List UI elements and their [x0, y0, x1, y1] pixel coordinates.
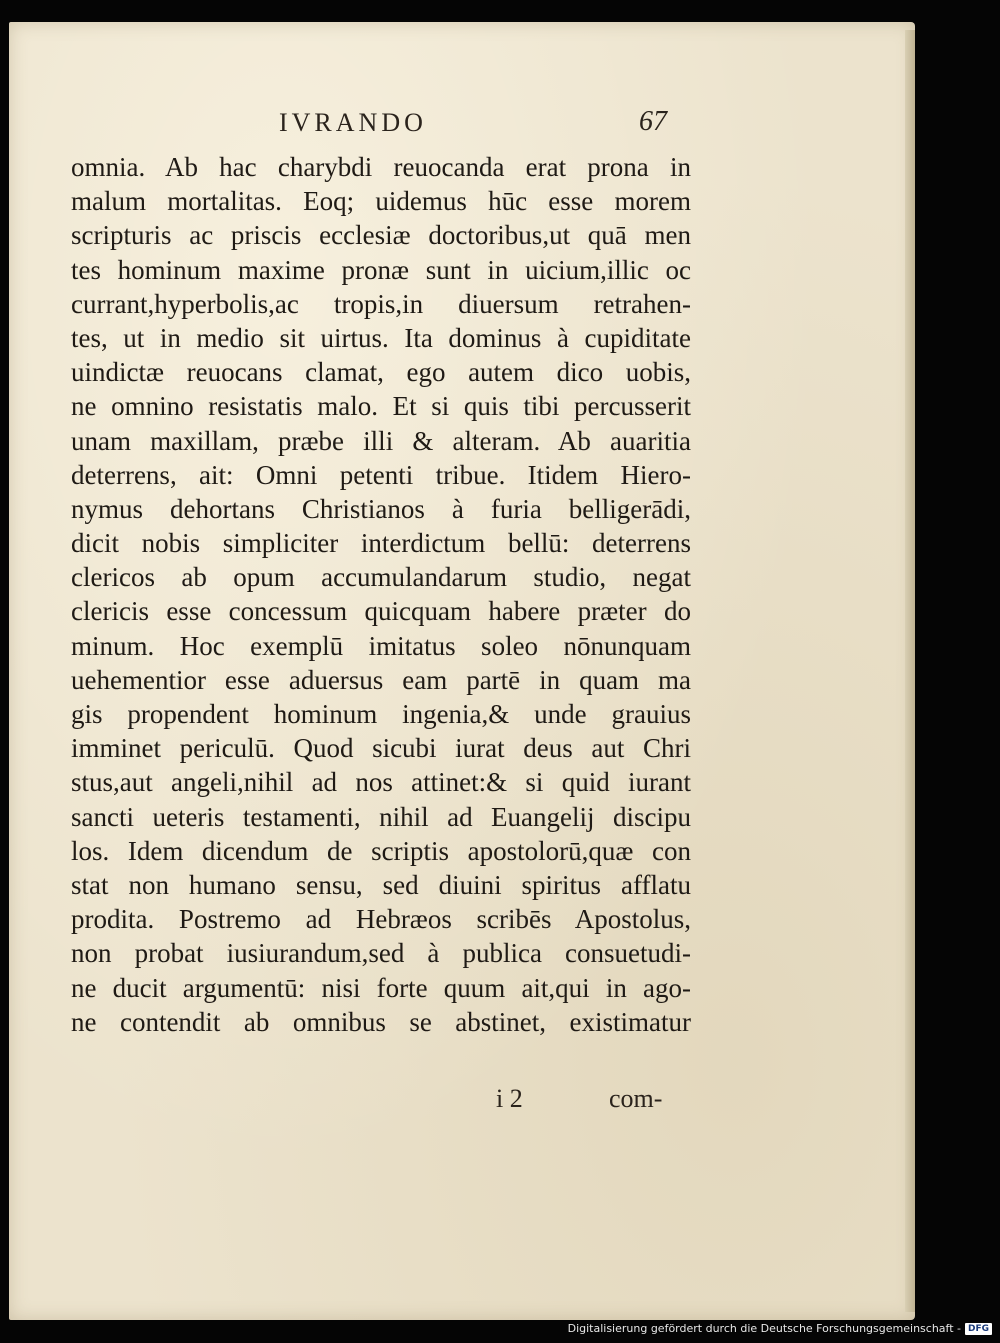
text-line: ne ducit argumentū: nisi forte quum ait,qui in ago-: [71, 972, 691, 1003]
credit-text: Digitalisierung gefördert durch die Deutsche Forschungsgemeinschaft -: [567, 1322, 961, 1335]
text-line: prodita. Postremo ad Hebræos scribēs Apostolus,: [71, 904, 691, 935]
text-line: scripturis ac priscis ecclesiæ doctoribus,ut quā men: [71, 220, 691, 251]
text-line: ne omnino resistatis malo. Et si quis tibi percusserit: [71, 391, 691, 422]
book-page: [9, 22, 915, 1320]
text-line: omnia. Ab hac charybdi reuocanda erat prona in: [71, 152, 691, 182]
dfg-logo: DFG: [965, 1323, 992, 1335]
text-line: ne contendit ab omnibus se abstinet, existimatur: [71, 1006, 691, 1037]
text-line: malum mortalitas. Eoq; uidemus hūc esse morem: [71, 186, 691, 217]
text-block: [71, 150, 691, 1039]
text-line: imminet periculū. Quod sicubi iurat deus aut Chri: [71, 733, 691, 764]
text-line: los. Idem dicendum de scriptis apostolorū,quæ con: [71, 835, 691, 866]
text-line: nymus dehortans Christianos à furia belligerādi,: [71, 493, 691, 524]
text-line: unam maxillam, præbe illi & alteram. Ab auaritia: [71, 425, 691, 456]
text-line: clericos ab opum accumulandarum studio, negat: [71, 562, 691, 593]
page-edge: [905, 30, 915, 1312]
text-line: clericis esse concessum quicquam habere præter do: [71, 596, 691, 627]
text-line: stat non humano sensu, sed diuini spiritus afflatu: [71, 869, 691, 900]
text-line: currant,hyperbolis,ac tropis,in diuersum retrahen-: [71, 288, 691, 319]
text-line: uehementior esse aduersus eam partē in quam ma: [71, 664, 691, 695]
text-line: uindictæ reuocans clamat, ego autem dico uobis,: [71, 357, 691, 388]
running-head: IVRANDO: [279, 108, 427, 137]
text-line: tes, ut in medio sit uirtus. Ita dominus à cupiditate: [71, 322, 691, 353]
text-line: minum. Hoc exemplū imitatus soleo nōnunquam: [71, 630, 691, 661]
text-line: sancti ueteris testamenti, nihil ad Euangelij discipu: [71, 801, 691, 832]
page-number: 67: [639, 106, 667, 137]
text-line: tes hominum maxime pronæ sunt in uicium,illic oc: [71, 254, 691, 285]
text-line: gis propendent hominum ingenia,& unde grauius: [71, 699, 691, 729]
text-line: deterrens, ait: Omni petenti tribue. Itidem Hiero-: [71, 459, 691, 490]
text-line: stus,aut angeli,nihil ad nos attinet:& si quid iurant: [71, 767, 691, 798]
digitization-credit: [568, 1322, 992, 1335]
signature-mark: i 2: [496, 1084, 523, 1113]
text-line: non probat iusiurandum,sed à publica consuetudi-: [71, 938, 691, 969]
catchword: com-: [609, 1084, 663, 1113]
text-line: dicit nobis simpliciter interdictum bellū: deterrens: [71, 528, 691, 559]
